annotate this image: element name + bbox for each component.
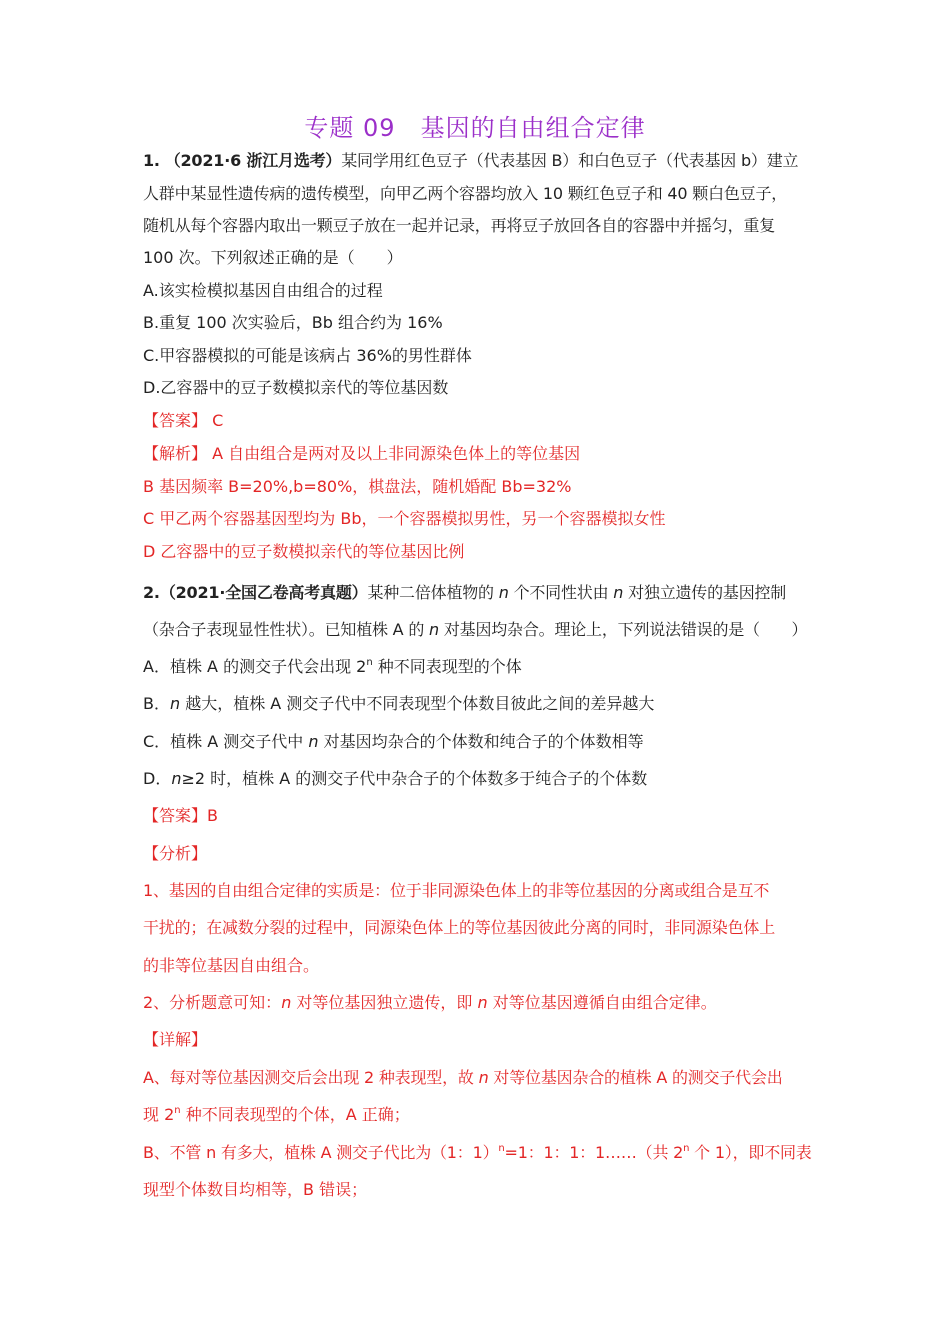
variable-n: n [498, 583, 509, 602]
page-title: 专题 09 基因的自由组合定律 [304, 114, 646, 142]
q2-option-b-text: 越大，植株 A 测交子代中不同表现型个体数目彼此之间的差异越大 [180, 694, 655, 713]
q2-stem-text: 对独立遗传的基因控制 [623, 583, 787, 602]
q2-analysis-1-line-2: 干扰的；在减数分裂的过程中，同源染色体上的等位基因彼此分离的同时，非同源染色体上 [143, 918, 776, 937]
variable-n: n [171, 769, 182, 788]
q1-stem-line-2: 人群中某显性遗传病的遗传模型，向甲乙两个容器均放入 10 颗红色豆子和 40 颗白色豆子， [143, 184, 788, 203]
variable-n: n [613, 583, 624, 602]
q2-analysis-2-text: 对等位基因遵循自由组合定律。 [487, 993, 717, 1012]
variable-n: n [308, 732, 319, 751]
q2-option-d-text: ≥2 时，植株 A 的测交子代中杂合子的个体数多于纯合子的个体数 [181, 769, 648, 788]
q1-answer: 【答案】 C [143, 411, 224, 430]
q2-detail-a-text: A、每对等位基因测交后会出现 2 种表现型，故 [143, 1068, 479, 1087]
q1-analysis-b: B 基因频率 B=20%,b=80%，棋盘法，随机婚配 Bb=32% [143, 477, 572, 496]
q2-analysis-label: 【分析】 [143, 844, 208, 863]
q2-detail-b-text: =1：1：1：1……（共 2 [504, 1143, 684, 1162]
variable-n: n [478, 1068, 489, 1087]
q1-analysis-label: 【解析】 [143, 444, 208, 463]
q1-stem-line-4: 100 次。下列叙述正确的是（ ） [143, 248, 403, 267]
q2-stem-text: 对基因均杂合。理论上，下列说法错误的是（ ） [438, 620, 808, 639]
q2-analysis-2-text: 对等位基因独立遗传，即 [291, 993, 478, 1012]
q1-stem-line-1 [143, 151, 798, 171]
q1-number: 1. [143, 151, 160, 170]
q2-detail-a-text: 种不同表现型的个体，A 正确； [180, 1105, 410, 1124]
q2-detail-b-line-2: 现型个体数目均相等，B 错误； [143, 1180, 368, 1199]
q2-option-c-text: C．植株 A 测交子代中 [143, 732, 309, 751]
q2-option-d-text: D． [143, 769, 172, 788]
q2-option-d [143, 769, 647, 789]
variable-n: n [281, 993, 292, 1012]
q2-option-c [143, 732, 644, 752]
q2-option-b [143, 694, 654, 714]
q2-option-a [143, 657, 522, 677]
q1-analysis-a-text: A 自由组合是两对及以上非同源染色体上的等位基因 [207, 444, 581, 463]
q1-option-b: B.重复 100 次实验后，Bb 组合约为 16% [143, 313, 443, 332]
q2-detail-b-text: 个 1），即不同表 [689, 1143, 812, 1162]
q2-stem-line-1 [143, 583, 786, 603]
q2-analysis-1-line-1: 1、基因的自由组合定律的实质是：位于非同源染色体上的非等位基因的分离或组合是互不 [143, 881, 770, 900]
q1-stem-line-3: 随机从每个容器内取出一颗豆子放在一起并记录，再将豆子放回各自的容器中并摇匀，重复 [143, 216, 776, 235]
q2-analysis-1-line-3: 的非等位基因自由组合。 [143, 956, 320, 975]
q2-detail-label: 【详解】 [143, 1030, 208, 1049]
q1-option-c: C.甲容器模拟的可能是该病占 36%的男性群体 [143, 346, 472, 365]
superscript-n: n [683, 1143, 690, 1154]
q2-option-a-text: A．植株 A 的测交子代会出现 2 [143, 657, 367, 676]
q2-option-b-text: B． [143, 694, 170, 713]
q2-analysis-2 [143, 993, 717, 1013]
q1-option-a: A.该实检模拟基因自由组合的过程 [143, 281, 383, 300]
q2-stem-text: （杂合子表现显性性状）。已知植株 A 的 [143, 620, 430, 639]
q2-detail-b-text: B、不管 n 有多大，植株 A 测交子代比为（1：1） [143, 1143, 499, 1162]
q2-number: 2. [143, 583, 160, 602]
q2-stem-line-2 [143, 620, 807, 640]
superscript-n: n [498, 1143, 505, 1154]
q1-option-d: D.乙容器中的豆子数模拟亲代的等位基因数 [143, 378, 449, 397]
q1-source: （2021·6 浙江月选考） [164, 151, 342, 170]
q2-detail-b-line-1 [143, 1143, 812, 1163]
q2-answer: 【答案】B [143, 806, 218, 825]
q1-analysis-a [143, 444, 580, 464]
q1-analysis-d: D 乙容器中的豆子数模拟亲代的等位基因比例 [143, 542, 465, 561]
q2-stem-text: 个不同性状由 [508, 583, 614, 602]
superscript-n: n [366, 657, 373, 668]
q2-source: （2021·全国乙卷高考真题） [159, 583, 368, 602]
q1-analysis-c: C 甲乙两个容器基因型均为 Bb，一个容器模拟男性，另一个容器模拟女性 [143, 509, 666, 528]
q2-detail-a-line-1 [143, 1068, 783, 1088]
variable-n: n [169, 694, 181, 713]
q2-detail-a-text: 对等位基因杂合的植株 A 的测交子代会出 [488, 1068, 783, 1087]
q2-analysis-2-text: 2、分析题意可知： [143, 993, 282, 1012]
q2-detail-a-line-2 [143, 1105, 410, 1125]
q2-option-a-text: 种不同表现型的个体 [372, 657, 522, 676]
variable-n: n [429, 620, 439, 639]
q1-stem-text-1: 某同学用红色豆子（代表基因 B）和白色豆子（代表基因 b）建立 [341, 151, 799, 170]
superscript-n: n [174, 1105, 181, 1116]
q2-stem-text: 某种二倍体植物的 [367, 583, 499, 602]
q2-option-c-text: 对基因均杂合的个体数和纯合子的个体数相等 [318, 732, 644, 751]
q2-detail-a-text: 现 2 [143, 1105, 175, 1124]
variable-n: n [477, 993, 488, 1012]
